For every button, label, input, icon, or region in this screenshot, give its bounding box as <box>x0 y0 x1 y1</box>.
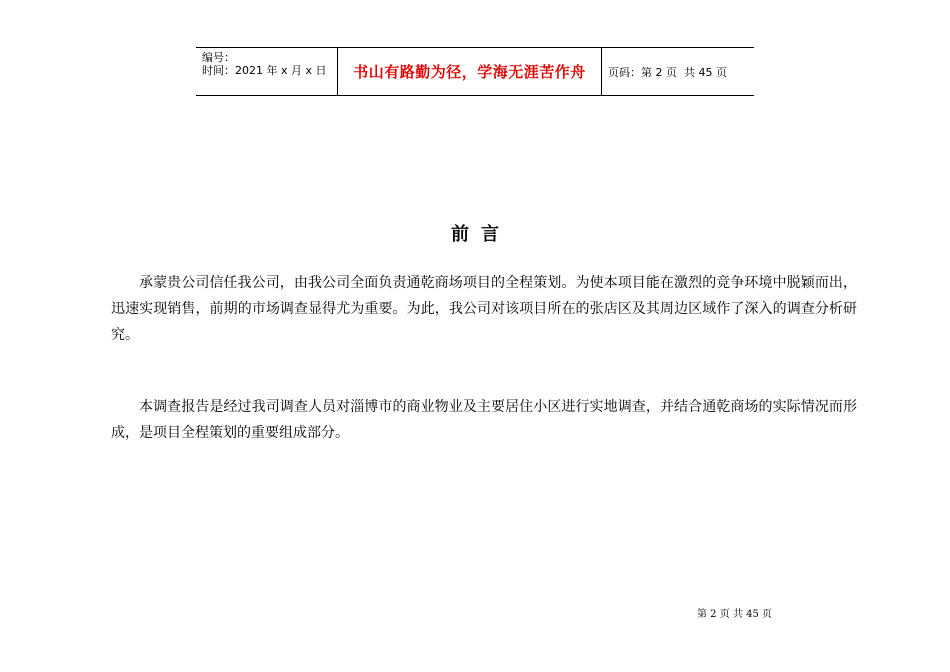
body-paragraph-1: 承蒙贵公司信任我公司，由我公司全面负责通乾商场项目的全程策划。为使本项目能在激烈的竞争环境中脱颖而出，迅速实现销售，前期的市场调查显得尤为重要。为此，我公司对该项目所在的张店区及其周边区域作了深入的调查分析研究。 <box>111 275 857 343</box>
footer-page-number: 第 2 页 共 45 页 <box>697 609 772 620</box>
header-motto-cell <box>338 48 602 95</box>
header-page-cell <box>602 48 754 95</box>
document-date-label: 时间：2021 年 x 月 x 日 <box>202 64 327 77</box>
header-motto: 书山有路勤为径，学海无涯苦作舟 <box>353 63 586 81</box>
header-meta-cell <box>196 48 338 95</box>
page-header <box>196 47 754 96</box>
document-number-label: 编号： <box>202 51 235 64</box>
document-title: 前言 <box>451 224 511 245</box>
body-paragraph-2: 本调查报告是经过我司调查人员对淄博市的商业物业及主要居住小区进行实地调查，并结合通乾商场的实际情况而形成，是项目全程策划的重要组成部分。 <box>111 399 857 441</box>
header-page-number: 页码：第 2 页 共 45 页 <box>608 65 727 79</box>
